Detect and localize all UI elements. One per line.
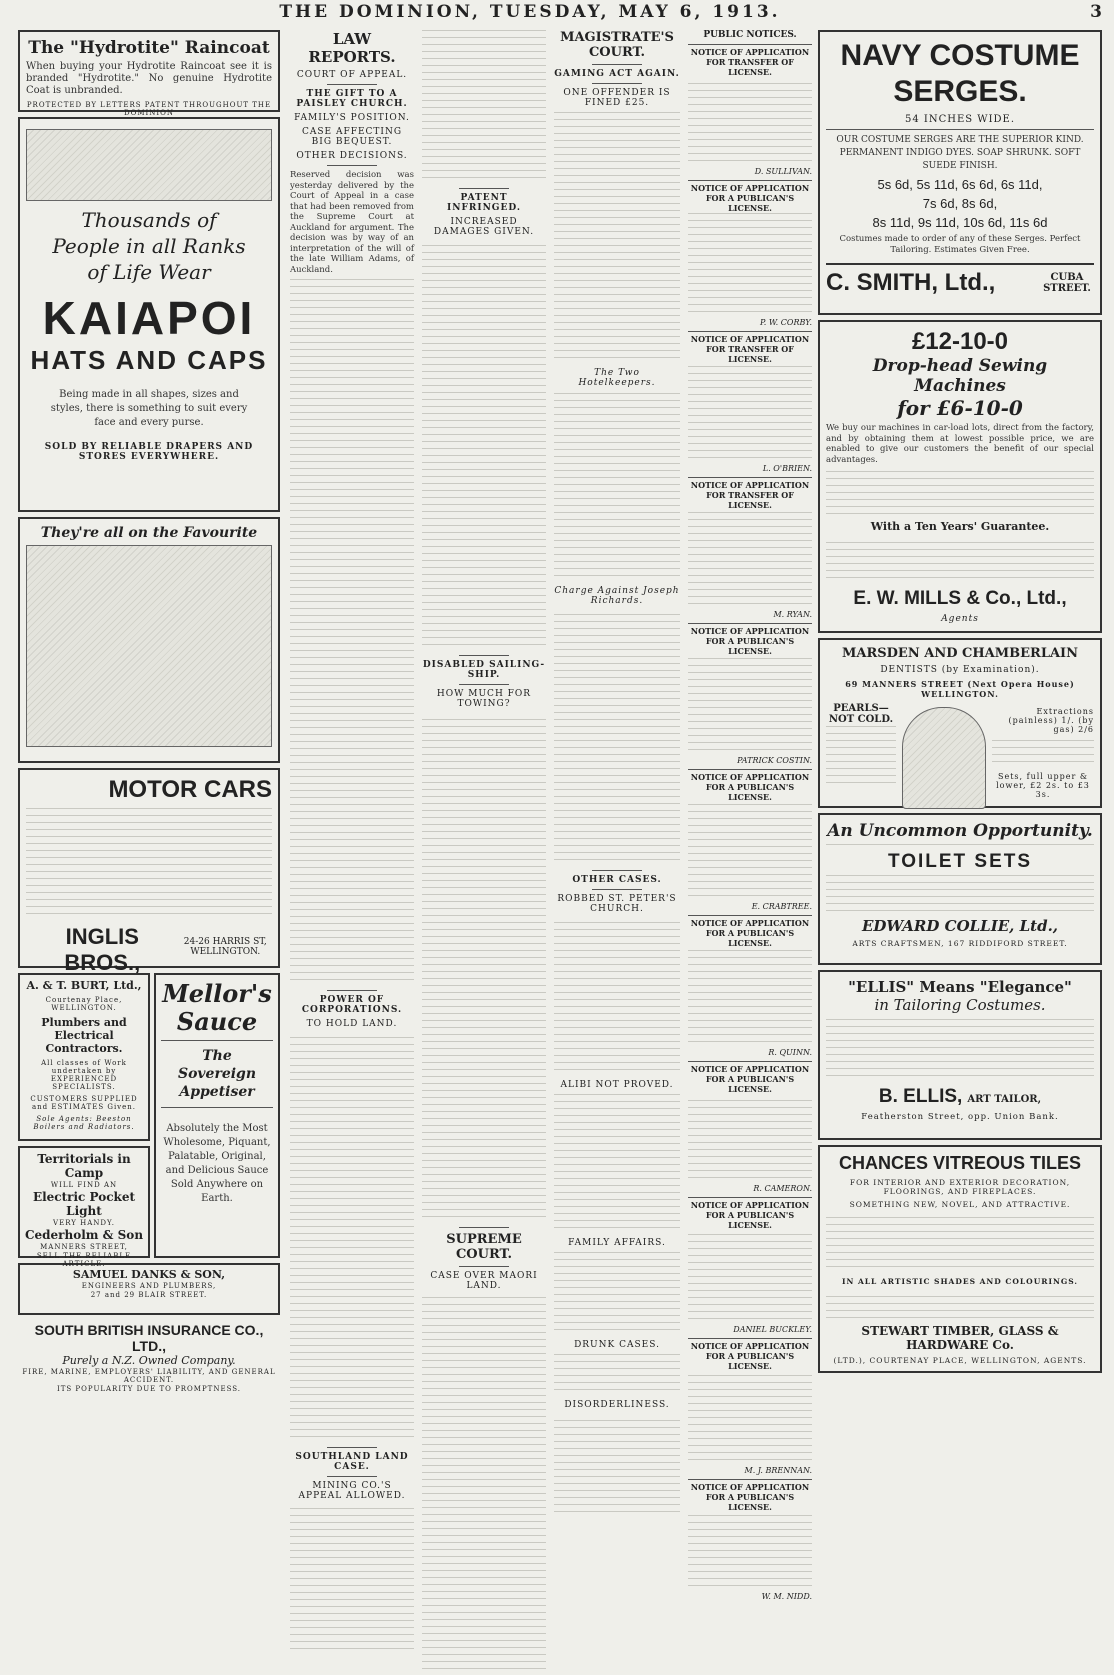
navy-serges-description: OUR COSTUME SERGES ARE THE SUPERIOR KIND. PERMANENT INDIGO DYES. SOAP SHRUNK. SOFT SUEDE FINISH. xyxy=(836,135,1084,171)
masthead xyxy=(0,0,1114,30)
law-reports-column xyxy=(290,30,414,1620)
sewing-new-price: for £6-10-0 xyxy=(897,396,1023,420)
notice-heading-6: NOTICE OF APPLICATION FOR A PUBLICAN'S LICENSE. xyxy=(688,769,812,802)
ad-stack-left xyxy=(18,973,150,1268)
big-bequest-subhead: CASE AFFECTING BIG BEQUEST. xyxy=(301,127,403,147)
ellis-name: B. ELLIS, xyxy=(878,1086,963,1107)
gaming-body xyxy=(554,112,680,364)
marsden-layout xyxy=(826,703,1094,813)
notice-signature-9: DANIEL BUCKLEY. xyxy=(733,1325,812,1334)
collie-headline: An Uncommon Opportunity. xyxy=(827,821,1093,841)
law-reports-title: LAW REPORTS. xyxy=(308,30,396,66)
public-notices-column xyxy=(688,30,812,1620)
ellis-body xyxy=(826,1018,1094,1082)
burt-agents: Sole Agents: Beeston Boilers and Radiators. xyxy=(33,1115,135,1131)
notice-signature-8: R. CAMERON. xyxy=(753,1184,812,1193)
notice-heading-11: NOTICE OF APPLICATION FOR A PUBLICAN'S LICENSE. xyxy=(688,1479,812,1512)
marsden-dentists: DENTISTS (by Examination). xyxy=(880,665,1040,675)
notice-heading-4: NOTICE OF APPLICATION FOR TRANSFER OF LICENSE. xyxy=(688,477,812,510)
family-affairs-subhead: FAMILY AFFAIRS. xyxy=(568,1238,666,1248)
notice-heading-5: NOTICE OF APPLICATION FOR A PUBLICAN'S LICENSE. xyxy=(688,623,812,656)
inglis-address: 24-26 HARRIS ST, WELLINGTON. xyxy=(183,937,267,957)
kaiapoi-product: HATS AND CAPS xyxy=(30,345,268,375)
collie-name: EDWARD COLLIE, Ltd., xyxy=(861,917,1059,935)
disorderliness-body xyxy=(554,1414,680,1518)
alibi-body xyxy=(554,1094,680,1234)
notice-body-9 xyxy=(688,1230,812,1325)
favourite-ad xyxy=(18,517,280,763)
notice-signature-5: PATRICK COSTIN. xyxy=(737,756,812,765)
other-decisions-subhead: OTHER DECISIONS. xyxy=(296,151,408,161)
favourite-caption: They're all on the Favourite xyxy=(40,525,258,541)
marsden-right xyxy=(992,703,1094,813)
mining-appeal-subhead: MINING CO.'S APPEAL ALLOWED. xyxy=(298,1481,406,1501)
tiles-shades: IN ALL ARTISTIC SHADES AND COLOURINGS. xyxy=(841,1277,1079,1286)
smith-street: CUBA STREET. xyxy=(1043,272,1091,294)
tiles-body-more xyxy=(826,1290,1094,1324)
insurance-tag: ITS POPULARITY DUE TO PROMPTNESS. xyxy=(56,1385,242,1393)
court-of-appeal-subhead: COURT OF APPEAL. xyxy=(296,70,408,80)
sailing-ship-subhead: DISABLED SAILING-SHIP. xyxy=(422,660,546,680)
mills-agents: Agents xyxy=(941,614,979,624)
disorderliness-subhead: DISORDERLINESS. xyxy=(564,1400,670,1410)
collie-address: ARTS CRAFTSMEN, 167 RIDDIFORD STREET. xyxy=(852,939,1068,948)
burt-name: A. & T. BURT, Ltd., xyxy=(26,979,142,992)
mangle-illustration xyxy=(26,545,272,747)
notice-signature-11: W. M. NIDD. xyxy=(761,1592,812,1601)
towing-subhead: HOW MUCH FOR TOWING? xyxy=(436,689,532,709)
marsden-right-text xyxy=(992,738,1094,768)
stewart-address: (LTD.), COURTENAY PLACE, WELLINGTON, AGENTS. xyxy=(833,1356,1087,1365)
southland-subhead: SOUTHLAND LAND CASE. xyxy=(295,1452,409,1472)
corporations-body xyxy=(290,1033,414,1443)
notice-heading-3: NOTICE OF APPLICATION FOR TRANSFER OF LICENSE. xyxy=(688,331,812,364)
smith-name: C. SMITH, Ltd., xyxy=(826,269,996,296)
other-cases-subhead: OTHER CASES. xyxy=(572,875,662,885)
insurance-ad xyxy=(18,1320,280,1396)
marsden-left xyxy=(826,703,896,813)
collie-product: TOILET SETS xyxy=(887,851,1033,872)
ellis-subhead: in Tailoring Costumes. xyxy=(874,996,1046,1014)
hotelkeepers-subhead: The Two Hotelkeepers. xyxy=(578,368,656,388)
ellis-ad xyxy=(818,970,1102,1140)
maori-land-subhead: CASE OVER MAORI LAND. xyxy=(430,1271,538,1291)
notice-body-1 xyxy=(688,77,812,167)
mills-name: E. W. MILLS & Co., Ltd., xyxy=(853,588,1067,609)
burt-ad xyxy=(18,973,150,1141)
mellor-text: Absolutely the Most Wholesome, Piquant, Palatable, Original, and Delicious Sauce Sold Anywhere on Earth. xyxy=(163,1123,271,1204)
danks-ad xyxy=(18,1263,280,1315)
mellor-brand: Mellor's Sauce xyxy=(162,979,272,1036)
marsden-name: MARSDEN AND CHAMBERLAIN xyxy=(841,646,1079,661)
collie-intro xyxy=(826,841,1094,851)
kaiapoi-slogan: Thousands of People in all Ranks of Life Wear xyxy=(52,208,246,284)
public-notices-title: PUBLIC NOTICES. xyxy=(703,30,797,40)
notice-body-4 xyxy=(688,510,812,610)
notice-body-5 xyxy=(688,656,812,756)
marsden-extractions: Extractions (painless) 1/. (by gas) 2/6 xyxy=(1008,707,1094,734)
navy-serges-prices-2: 7s 6d, 8s 6d, xyxy=(922,196,998,211)
territorials-ad xyxy=(18,1146,150,1268)
marsden-address: 69 MANNERS STREET (Next Opera House) WELLINGTON. xyxy=(845,679,1075,699)
sewing-body-tail xyxy=(826,536,1094,584)
st-peters-body xyxy=(554,918,680,1076)
law-reports-lead-paragraph: Reserved decision was yesterday delivered by the Court of Appeal in a case that had been removed from the Supreme Court at Auckland for argument. The decision was by way of an interpretation of the will of the late William Adams, of Auckland. xyxy=(290,170,414,275)
tiles-headline: CHANCES VITREOUS TILES xyxy=(838,1153,1082,1173)
territorials-find: WILL FIND AN xyxy=(50,1181,118,1189)
notice-body-8 xyxy=(688,1094,812,1184)
law-reports-body xyxy=(290,278,414,986)
family-position-subhead: FAMILY'S POSITION. xyxy=(294,113,410,123)
notice-signature-7: R. QUINN. xyxy=(768,1048,812,1057)
notice-body-6 xyxy=(688,802,812,902)
notice-heading-8: NOTICE OF APPLICATION FOR A PUBLICAN'S LICENSE. xyxy=(688,1061,812,1094)
notice-body-7 xyxy=(688,948,812,1048)
dentists-ad xyxy=(818,638,1102,808)
territorials-street: MANNERS STREET, xyxy=(40,1243,128,1251)
notice-heading-7: NOTICE OF APPLICATION FOR A PUBLICAN'S LICENSE. xyxy=(688,915,812,948)
magistrates-court-title: MAGISTRATE'S COURT. xyxy=(560,30,674,60)
territorials-sell: SELL THE RELIABLE ARTICLE. xyxy=(36,1252,132,1268)
drunk-cases-subhead: DRUNK CASES. xyxy=(574,1340,660,1350)
stewart-name: STEWART TIMBER, GLASS & HARDWARE Co. xyxy=(861,1324,1059,1352)
notice-heading-2: NOTICE OF APPLICATION FOR A PUBLICAN'S LICENSE. xyxy=(688,180,812,213)
crowd-illustration xyxy=(26,129,272,201)
notice-signature-3: L. O'BRIEN. xyxy=(762,464,812,473)
hydrotite-text: When buying your Hydrotite Raincoat see it is branded "Hydrotite." No genuine Hydrotite Coat is unbranded. xyxy=(26,61,272,96)
alibi-subhead: ALIBI NOT PROVED. xyxy=(560,1080,674,1090)
drunk-cases-body xyxy=(554,1354,680,1396)
inglis-brand: INGLIS BROS., xyxy=(64,924,141,975)
tiles-body xyxy=(826,1213,1094,1273)
insurance-lines: FIRE, MARINE, EMPLOYERS' LIABILITY, AND GENERAL ACCIDENT. xyxy=(22,1368,276,1384)
burt-supplied: CUSTOMERS SUPPLIED and ESTIMATES Given. xyxy=(30,1095,138,1111)
motor-cars-text xyxy=(26,808,272,920)
masthead-title: THE DOMINION, TUESDAY, MAY 6, 1913. xyxy=(279,2,781,22)
woman-portrait-illustration xyxy=(902,707,986,809)
news-column-3 xyxy=(422,30,546,1620)
gaming-act-subhead: GAMING ACT AGAIN. xyxy=(554,69,680,79)
notice-heading-9: NOTICE OF APPLICATION FOR A PUBLICAN'S LICENSE. xyxy=(688,1197,812,1230)
burt-text: All classes of Work undertaken by EXPERIENCED SPECIALISTS. xyxy=(41,1059,127,1091)
kaiapoi-text: Being made in all shapes, sizes and styles, there is something to suit every face and every purse. xyxy=(50,389,248,428)
magistrates-column xyxy=(554,30,680,1620)
hydrotite-headline: The "Hydrotite" Raincoat xyxy=(28,38,270,58)
sewing-body-more xyxy=(826,468,1094,520)
corporations-subhead: POWER OF CORPORATIONS. xyxy=(301,995,403,1015)
navy-serges-footer: Costumes made to order of any of these Serges. Perfect Tailoring. Estimates Given Free. xyxy=(839,234,1081,255)
kaiapoi-brand: KAIAPOI xyxy=(42,292,256,344)
st-peters-subhead: ROBBED ST. PETER'S CHURCH. xyxy=(557,894,677,914)
sewing-body: We buy our machines in car-load lots, direct from the factory, and by obtaining them at lowest possible price, we are enabled to give our customers the benefit of our special advantages. xyxy=(826,423,1094,465)
notice-heading-1: NOTICE OF APPLICATION FOR TRANSFER OF LICENSE. xyxy=(688,44,812,77)
richards-subhead: Charge Against Joseph Richards. xyxy=(554,586,680,606)
danks-name: SAMUEL DANKS & SON, xyxy=(72,1268,226,1281)
supreme-court-body xyxy=(422,1295,546,1675)
navy-serges-ad xyxy=(818,30,1102,315)
smith-footer xyxy=(826,263,1094,297)
motor-cars-ad xyxy=(18,768,280,975)
burt-trade: Plumbers and Electrical Contractors. xyxy=(41,1016,127,1055)
territorials-seller: Cederholm & Son xyxy=(24,1228,144,1242)
territorials-head: Territorials in Camp xyxy=(37,1152,131,1180)
motor-cars-headline: MOTOR CARS xyxy=(108,776,272,803)
notice-signature-1: D. SULLIVAN. xyxy=(754,167,812,176)
sailing-ship-body xyxy=(422,713,546,1223)
notice-heading-10: NOTICE OF APPLICATION FOR A PUBLICAN'S LICENSE. xyxy=(688,1338,812,1371)
hold-land-subhead: TO HOLD LAND. xyxy=(306,1019,398,1029)
notice-body-3 xyxy=(688,364,812,464)
collie-body xyxy=(826,873,1094,917)
notice-body-11 xyxy=(688,1512,812,1592)
tiles-ad xyxy=(818,1145,1102,1373)
ad-row-burt-mellor xyxy=(18,973,280,1268)
navy-serges-headline: NAVY COSTUME SERGES. xyxy=(840,39,1080,108)
patent-body xyxy=(422,241,546,651)
increased-damages-subhead: INCREASED DAMAGES GIVEN. xyxy=(433,217,535,237)
toilet-sets-ad xyxy=(818,813,1102,965)
navy-serges-prices-1: 5s 6d, 5s 11d, 6s 6d, 6s 11d, xyxy=(877,177,1043,192)
law-continued-body xyxy=(422,30,546,184)
insurance-name: SOUTH BRITISH INSURANCE CO., LTD., xyxy=(34,1322,264,1354)
marsden-sets: Sets, full upper & lower, £2 2s. to £3 3s. xyxy=(996,772,1090,799)
patent-infringed-subhead: PATENT INFRINGED. xyxy=(447,193,521,213)
ellis-trade: ART TAILOR, xyxy=(967,1094,1042,1105)
sewing-product: Drop-head Sewing Machines xyxy=(872,356,1048,396)
ellis-headline: "ELLIS" Means "Elegance" xyxy=(848,978,1072,996)
sewing-machines-ad xyxy=(818,320,1102,633)
family-affairs-body xyxy=(554,1252,680,1336)
burt-place: Courtenay Place, WELLINGTON. xyxy=(45,996,123,1012)
ad-column-right xyxy=(818,30,1102,1620)
notice-signature-6: E. CRABTREE. xyxy=(751,902,812,911)
paisley-church-subhead: THE GIFT TO A PAISLEY CHURCH. xyxy=(296,89,408,109)
mellor-tag: The Sovereign Appetiser xyxy=(177,1048,257,1100)
tiles-novel: SOMETHING NEW, NOVEL, AND ATTRACTIVE. xyxy=(849,1200,1071,1209)
territorials-handy: VERY HANDY. xyxy=(53,1219,115,1227)
marsden-left-text xyxy=(826,725,896,789)
ellis-signature xyxy=(826,1086,1094,1108)
notice-body-2 xyxy=(688,213,812,318)
hydrotite-patent: PROTECTED BY LETTERS PATENT THROUGHOUT THE DOMINION xyxy=(26,101,272,117)
ad-column-left xyxy=(18,30,280,1620)
hydrotite-ad xyxy=(18,30,280,117)
tiles-subhead: FOR INTERIOR AND EXTERIOR DECORATION, FLOORINGS, AND FIREPLACES. xyxy=(849,1178,1071,1196)
mining-appeal-body xyxy=(290,1505,414,1655)
insurance-owned: Purely a N.Z. Owned Company. xyxy=(62,1354,236,1367)
page-number: 3 xyxy=(1090,2,1102,22)
mellor-ad xyxy=(154,973,280,1258)
notice-signature-2: P. W. CORBY. xyxy=(760,318,812,327)
ellis-address: Featherston Street, opp. Union Bank. xyxy=(861,1112,1059,1122)
notice-signature-4: M. RYAN. xyxy=(773,610,812,619)
kaiapoi-ad xyxy=(18,117,280,512)
richards-body xyxy=(554,610,680,866)
kaiapoi-sold: SOLD BY RELIABLE DRAPERS AND STORES EVERYWHERE. xyxy=(44,442,254,462)
sewing-guarantee: With a Ten Years' Guarantee. xyxy=(870,520,1050,533)
territorials-product: Electric Pocket Light xyxy=(32,1190,136,1218)
sewing-old-price: £12-10-0 xyxy=(911,328,1009,355)
danks-address: 27 and 29 BLAIR STREET. xyxy=(90,1291,208,1299)
supreme-court-heading: SUPREME COURT. xyxy=(446,1232,522,1262)
danks-trade: ENGINEERS AND PLUMBERS, xyxy=(81,1282,217,1290)
offender-fined-subhead: ONE OFFENDER IS FINED £25. xyxy=(563,88,671,108)
marsden-pearls: PEARLS— NOT COLD. xyxy=(828,703,894,725)
hotelkeepers-body xyxy=(554,392,680,582)
navy-serges-width: 54 INCHES WIDE. xyxy=(904,114,1016,125)
navy-serges-prices-3: 8s 11d, 9s 11d, 10s 6d, 11s 6d xyxy=(872,215,1048,230)
motor-cars-footer xyxy=(26,924,272,976)
notice-body-10 xyxy=(688,1371,812,1466)
notice-signature-10: M. J. BRENNAN. xyxy=(744,1466,812,1475)
